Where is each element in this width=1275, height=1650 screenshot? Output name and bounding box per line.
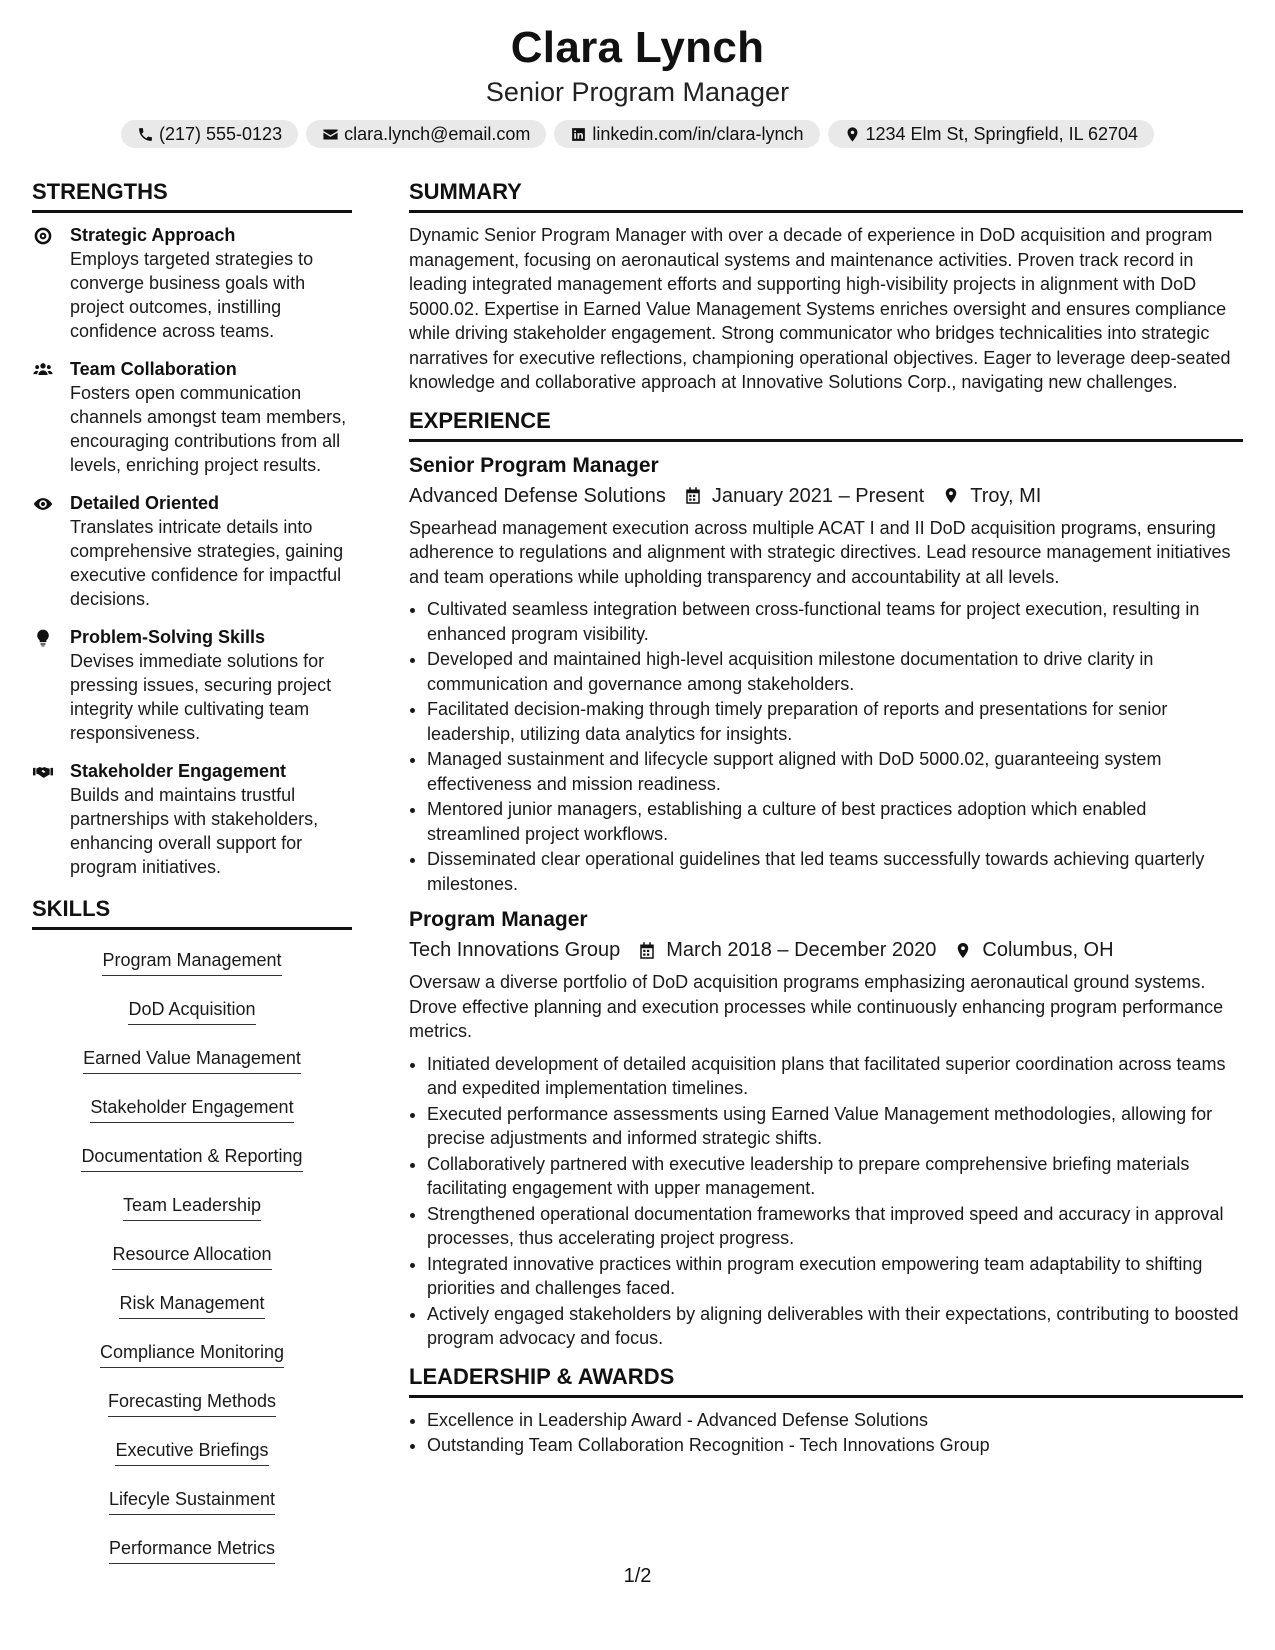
envelope-icon bbox=[322, 126, 339, 143]
strengths-heading: STRENGTHS bbox=[32, 178, 352, 213]
resume-header bbox=[0, 22, 1275, 148]
skill-tag: Stakeholder Engagement bbox=[90, 1095, 293, 1123]
list-item: • Developed and maintained high-level acquisition milestone documentation to drive clarity in communication and governance among stakeholders. bbox=[427, 647, 1243, 696]
job-dates: March 2018 – December 2020 bbox=[666, 939, 937, 961]
awards-list bbox=[409, 1408, 1243, 1458]
contact-email-text: clara.lynch@email.com bbox=[344, 124, 531, 144]
list-item: • Executed performance assessments using Earned Value Management methodologies, allowing for precise adjustments and informed strategic shifts. bbox=[427, 1102, 1243, 1151]
job-meta bbox=[409, 936, 1243, 964]
strength-title: Team Collaboration bbox=[70, 359, 237, 379]
skill-tag: Program Management bbox=[102, 948, 281, 976]
job-description: Oversaw a diverse portfolio of DoD acquisition programs emphasizing aeronautical ground systems. Drove effective planning and execution processes while continuously enhancing program performance metrics. bbox=[409, 972, 1224, 1041]
job-dates: January 2021 – Present bbox=[711, 484, 925, 507]
strength-title: Problem-Solving Skills bbox=[70, 627, 266, 647]
strength-item bbox=[32, 625, 352, 745]
job-company: Advanced Defense Solutions bbox=[409, 484, 666, 507]
list-item: • Mentored junior managers, establishing a culture of best practices adoption which enabled streamlined project workflows. bbox=[427, 797, 1243, 846]
strength-text: Translates intricate details into comprehensive strategies, gaining executive confidence for impactful decisions. bbox=[70, 517, 344, 609]
handshake-icon bbox=[32, 762, 54, 782]
skill-tag: Forecasting Methods bbox=[108, 1389, 276, 1417]
list-item: • Facilitated decision-making through timely preparation of reports and presentations for senior leadership, utilizing data analytics for insights. bbox=[427, 697, 1243, 746]
skills-list bbox=[32, 940, 352, 1577]
calendar-icon bbox=[684, 486, 702, 505]
candidate-title: Senior Program Manager bbox=[485, 77, 790, 107]
users-icon bbox=[32, 360, 54, 380]
job-title: Program Manager bbox=[409, 908, 588, 931]
experience-heading: EXPERIENCE bbox=[409, 407, 1243, 442]
contact-phone[interactable] bbox=[121, 120, 298, 148]
list-item: • Collaboratively partnered with executive leadership to prepare comprehensive briefing materials facilitating engagement with upper management. bbox=[427, 1152, 1243, 1201]
target-icon bbox=[32, 226, 54, 246]
strength-title: Stakeholder Engagement bbox=[70, 761, 287, 781]
skill-tag: Documentation & Reporting bbox=[81, 1144, 302, 1172]
phone-icon bbox=[137, 126, 154, 143]
job-bullets bbox=[409, 597, 1243, 896]
map-pin-icon bbox=[844, 126, 861, 143]
awards-heading: LEADERSHIP & AWARDS bbox=[409, 1363, 1243, 1398]
map-pin-icon bbox=[954, 941, 972, 960]
strength-text: Builds and maintains trustful partnerships with stakeholders, enhancing overall support for program initiatives. bbox=[70, 785, 319, 877]
left-column bbox=[32, 178, 352, 1577]
skill-tag: Resource Allocation bbox=[112, 1242, 271, 1270]
skill-tag: Performance Metrics bbox=[109, 1536, 275, 1564]
list-item: • Excellence in Leadership Award - Advanced Defense Solutions bbox=[427, 1408, 1243, 1433]
skill-tag: Risk Management bbox=[119, 1291, 264, 1319]
contact-phone-text: (217) 555-0123 bbox=[158, 124, 283, 144]
skill-tag: Executive Briefings bbox=[115, 1438, 268, 1466]
contact-email[interactable] bbox=[306, 120, 546, 148]
strength-text: Devises immediate solutions for pressing issues, securing project integrity while cultivating team responsiveness. bbox=[70, 651, 332, 743]
job-entry bbox=[409, 906, 1243, 1351]
candidate-name: Clara Lynch bbox=[510, 23, 765, 72]
strength-item bbox=[32, 223, 352, 343]
strength-item bbox=[32, 759, 352, 879]
job-location: Troy, MI bbox=[970, 484, 1042, 507]
job-meta bbox=[409, 482, 1243, 510]
list-item: • Outstanding Team Collaboration Recognition - Tech Innovations Group bbox=[427, 1433, 1243, 1458]
lightbulb-icon bbox=[32, 628, 54, 648]
strength-item bbox=[32, 357, 352, 477]
summary-heading: SUMMARY bbox=[409, 178, 1243, 213]
job-title: Senior Program Manager bbox=[409, 453, 659, 477]
strength-text: Employs targeted strategies to converge business goals with project outcomes, instilling confidence across teams. bbox=[70, 249, 314, 341]
eye-icon bbox=[32, 494, 54, 514]
job-entry bbox=[409, 452, 1243, 897]
list-item: • Managed sustainment and lifecycle support aligned with DoD 5000.02, guaranteeing system effectiveness and mission readiness. bbox=[427, 747, 1243, 796]
job-bullets bbox=[409, 1052, 1243, 1351]
contact-address[interactable] bbox=[828, 120, 1155, 148]
list-item: • Strengthened operational documentation frameworks that improved speed and accuracy in approval processes, thus accelerating project progress. bbox=[427, 1202, 1243, 1251]
right-column bbox=[409, 178, 1243, 1468]
list-item: • Cultivated seamless integration between cross-functional teams for project execution, resulting in enhanced program visibility. bbox=[427, 597, 1243, 646]
skill-tag: Lifecyle Sustainment bbox=[109, 1487, 275, 1515]
job-location: Columbus, OH bbox=[982, 939, 1114, 961]
page-number: 1/2 bbox=[623, 1565, 652, 1587]
strength-text: Fosters open communication channels amongst team members, encouraging contributions from all levels, enriching project results. bbox=[70, 383, 347, 475]
skill-tag: Earned Value Management bbox=[83, 1046, 301, 1074]
contact-bar bbox=[0, 120, 1275, 148]
skills-heading: SKILLS bbox=[32, 895, 352, 930]
calendar-icon bbox=[638, 941, 656, 960]
contact-address-text: 1234 Elm St, Springfield, IL 62704 bbox=[865, 124, 1139, 144]
contact-linkedin[interactable] bbox=[554, 120, 819, 148]
strength-title: Strategic Approach bbox=[70, 225, 236, 245]
job-company: Tech Innovations Group bbox=[409, 939, 621, 961]
map-pin-icon bbox=[942, 486, 960, 505]
job-description: Spearhead management execution across multiple ACAT I and II DoD acquisition programs, ensuring adherence to regulations and alignment with strategic directives. Lead resource management initiatives and team operations while upholding transparency and accountability at all levels. bbox=[409, 517, 1231, 587]
list-item: • Initiated development of detailed acquisition plans that facilitated superior coordination across teams and expedited implementation timelines. bbox=[427, 1052, 1243, 1101]
list-item: • Integrated innovative practices within program execution empowering team adaptability to shifting priorities and challenges faced. bbox=[427, 1252, 1243, 1301]
list-item: • Actively engaged stakeholders by aligning deliverables with their expectations, contributing to boosted program advocacy and focus. bbox=[427, 1302, 1243, 1351]
list-item: • Disseminated clear operational guidelines that led teams successfully towards achieving quarterly milestones. bbox=[427, 847, 1243, 896]
skill-tag: Compliance Monitoring bbox=[100, 1340, 284, 1368]
linkedin-icon bbox=[570, 126, 587, 143]
summary-text: Dynamic Senior Program Manager with over a decade of experience in DoD acquisition and program management, focusing on aeronautical systems and maintenance activities. Proven track record in leading integrated management efforts and supporting high-visibility projects in alignment with DoD 5000.02. Expertise in Earned Value Management Systems enriches oversight and ensures compliance while driving stakeholder engagement. Strong communicator who bridges technicalities into strategic narratives for executive reflections, championing operational objectives. Eager to leverage deep-seated knowledge and collaborative approach at Innovative Solutions Corp., navigating new challenges. bbox=[409, 225, 1231, 392]
strength-item bbox=[32, 491, 352, 611]
skill-tag: Team Leadership bbox=[123, 1193, 261, 1221]
skill-tag: DoD Acquisition bbox=[128, 997, 255, 1025]
contact-linkedin-text: linkedin.com/in/clara-lynch bbox=[592, 124, 804, 144]
strength-title: Detailed Oriented bbox=[70, 493, 220, 513]
